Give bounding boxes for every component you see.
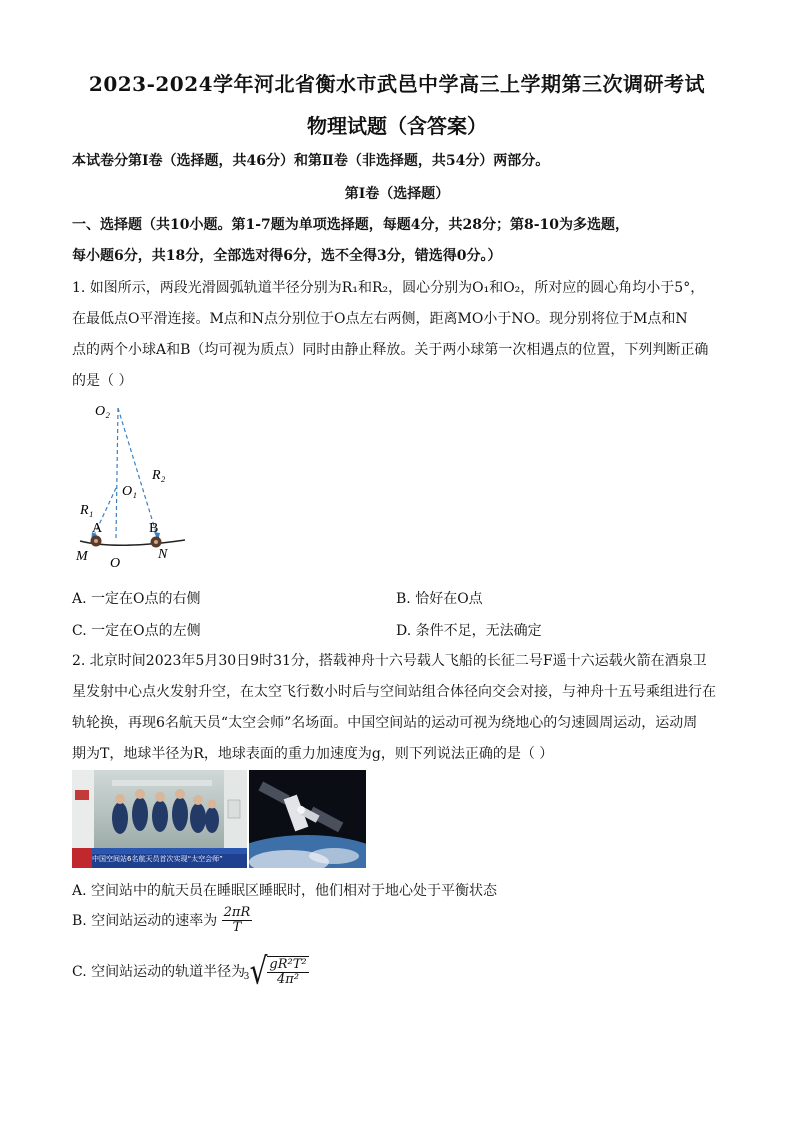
q2-option-a: A. 空间站中的航天员在睡眠区睡眠时，他们相对于地心处于平衡状态 [72,883,498,899]
label-r1: R₁ [80,503,94,518]
space-station-photo [249,770,366,868]
root-index: 3 [243,972,250,982]
document-title: 2023-2024学年河北省衡水市武邑中学高三上学期第三次调研考试 [88,72,706,96]
q2-line1: 2. 北京时间2023年5月30日9时31分，搭载神舟十六号载人飞船的长征二号F遥十六运载火箭在酒泉卫 [72,653,707,669]
label-m: M [76,549,88,564]
q1-line1: 1. 如图所示，两段光滑圆弧轨道半径分别为R₁和R₂，圆心分别为O₁和O₂，所对应的圆心角均小于5°， [72,280,705,296]
section-description-line1: 一、选择题（共10小题。第1-7题为单项选择题，每题4分，共28分；第8-10为多选题， [72,217,630,233]
section-title: 第Ⅰ卷（选择题） [344,186,450,202]
q2-option-b-text: B. 空间站运动的速率为 [72,912,218,929]
q1-line2: 在最低点O平滑连接。M点和N点分别位于O点左右两侧，距离MO小于NO。现分别将位于M点和N [72,311,688,327]
fraction-2pir-over-t [222,906,253,936]
label-o1: O₁ [122,484,137,499]
exam-intro: 本试卷分第Ⅰ卷（选择题，共46分）和第Ⅱ卷（非选择题，共54分）两部分。 [72,153,550,169]
q2-option-b [72,906,252,936]
q1-line3: 点的两个小球A和B（均可视为质点）同时由静止释放。关于两小球第一次相遇点的位置，下列判断正确 [72,342,709,358]
section-description-line2: 每小题6分，共18分，全部选对得6分，选不全得3分，错选得0分。） [72,248,502,264]
root-numerator: gR²T² [269,957,307,972]
fraction-grt-over-4pi [267,956,308,988]
q1-option-a: A. 一定在O点的右侧 [72,591,201,607]
q2-line3: 轨轮换，再现6名航天员“太空会师”名场面。中国空间站的运动可视为绕地心的匀速圆周运动，运动周 [72,715,698,731]
cube-root-expression [243,949,309,993]
label-b: B [149,521,159,536]
label-r2: R₂ [152,468,166,483]
q1-option-b: B. 恰好在O点 [396,591,483,607]
q1-figure [70,398,200,573]
label-n: N [158,547,168,562]
fraction-numerator: 2πR [223,905,251,920]
q2-option-c [72,949,309,993]
radical-sign: √ [249,949,268,993]
photo-caption: 中国空间站6名航天员首次实现“太空会师” [92,855,223,863]
root-denominator: 4π² [277,972,300,988]
label-a: A [92,521,103,536]
q2-option-c-text: C. 空间站运动的轨道半径为 [72,963,246,980]
document-subtitle: 物理试题（含答案） [307,114,487,138]
fraction-denominator: T [232,920,242,936]
q2-line4: 期为T，地球半径为R，地球表面的重力加速度为g，则下列说法正确的是（ ） [72,746,554,762]
label-o: O [110,556,121,571]
q1-option-d: D. 条件不足，无法确定 [396,623,542,639]
astronauts-photo [72,770,247,868]
q2-line2: 星发射中心点火发射升空，在太空飞行数小时后与空间站组合体径向交会对接，与神舟十五号乘组进行在 [72,684,716,700]
q1-option-c: C. 一定在O点的左侧 [72,623,201,639]
label-o2: O₂ [95,404,110,419]
q1-line4: 的是（ ） [72,373,133,389]
